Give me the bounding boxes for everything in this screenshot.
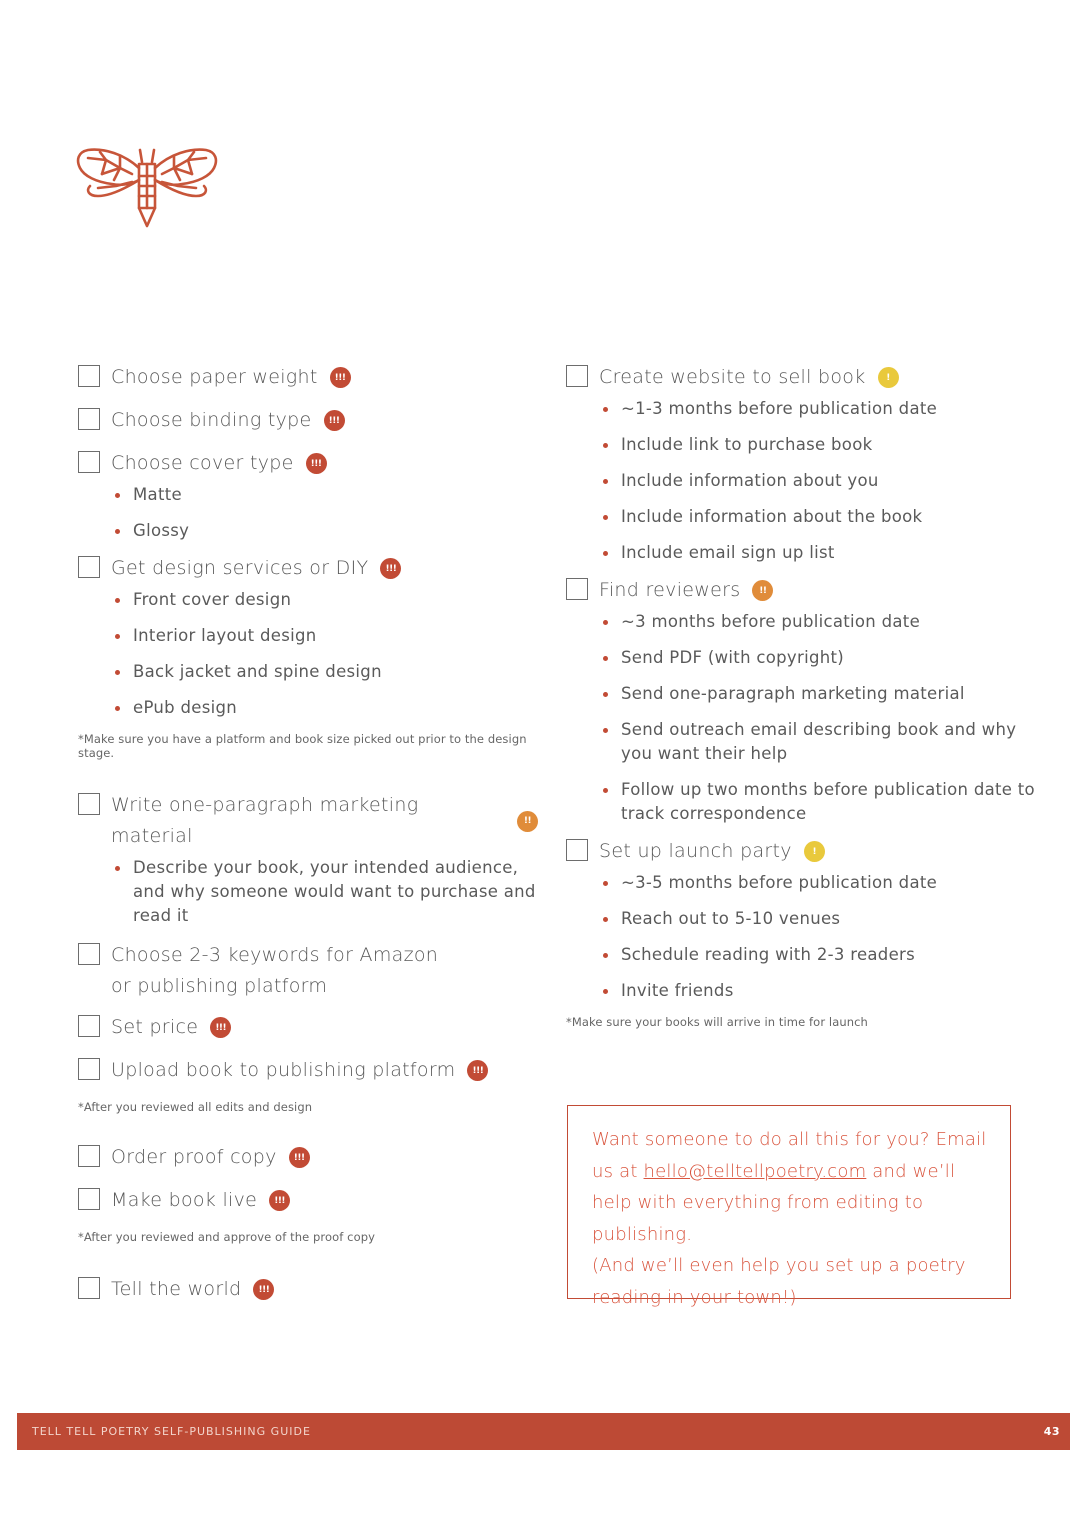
task-label: Make book live	[111, 1189, 258, 1211]
task-label: Tell the world	[111, 1278, 242, 1300]
list-item: Invite friends	[599, 979, 1036, 1003]
task-choose-cover-type	[78, 448, 538, 479]
live-note: *After you reviewed and approve of the proof copy	[78, 1230, 376, 1244]
high-priority-badge: !!!	[380, 558, 401, 579]
moth-pencil-logo	[76, 146, 218, 230]
cta-text-before: Want someone to do all this for you? Email us at	[592, 1129, 987, 1182]
list-item: ePub design	[111, 696, 538, 720]
checkbox[interactable]	[78, 451, 100, 473]
list-item: Matte	[111, 483, 538, 507]
task-find-reviewers	[566, 575, 1036, 606]
task-label: Choose 2-3 keywords for Amazon or publishing platform	[111, 944, 439, 997]
task-label: Set up launch party	[599, 840, 792, 862]
task-choose-binding-type	[78, 405, 538, 436]
task-label: Choose paper weight	[111, 366, 318, 388]
high-priority-badge: !!!	[324, 410, 345, 431]
list-item: Include email sign up list	[599, 541, 1036, 565]
list-item: Interior layout design	[111, 624, 538, 648]
list-item: Glossy	[111, 519, 538, 543]
email-link[interactable]: hello@telltellpoetry.com	[643, 1160, 867, 1182]
cover-options-list	[78, 483, 538, 543]
list-item: ~3-5 months before publication date	[599, 871, 1036, 895]
design-list	[78, 588, 538, 720]
reviewers-list	[566, 610, 1036, 826]
checkbox[interactable]	[78, 1015, 100, 1037]
high-priority-badge: !!!	[253, 1279, 274, 1300]
task-upload-book	[78, 1055, 538, 1086]
checkbox[interactable]	[566, 578, 588, 600]
cta-box	[567, 1105, 1011, 1308]
checkbox[interactable]	[78, 943, 100, 965]
list-item: Send one-paragraph marketing material	[599, 682, 1036, 706]
marketing-list	[78, 856, 538, 928]
footer-bar	[17, 1413, 1070, 1450]
medium-priority-badge: !!	[517, 811, 538, 832]
right-checklist-column	[566, 362, 1036, 1029]
website-list	[566, 397, 1036, 565]
checkbox[interactable]	[566, 839, 588, 861]
high-priority-badge: !!!	[269, 1190, 290, 1211]
cta-text	[592, 1124, 988, 1250]
task-tell-the-world	[78, 1274, 538, 1305]
cta-line2: (And we’ll even help you set up a poetry reading in your town!)	[592, 1255, 966, 1308]
task-label: Upload book to publishing platform	[111, 1059, 456, 1081]
list-item: ~1-3 months before publication date	[599, 397, 1036, 421]
list-item: Describe your book, your intended audience, and why someone would want to purchase and read it	[111, 856, 538, 928]
task-set-up-launch-party	[566, 836, 1036, 867]
checkbox[interactable]	[566, 365, 588, 387]
cta-text-after: and we’ll help with everything from editing to publishing.	[592, 1160, 956, 1245]
high-priority-badge: !!!	[289, 1147, 310, 1168]
task-make-book-live	[78, 1185, 538, 1216]
high-priority-badge: !!!	[210, 1017, 231, 1038]
list-item: Follow up two months before publication date to track correspondence	[599, 778, 1036, 826]
list-item: Reach out to 5-10 venues	[599, 907, 1036, 931]
medium-priority-badge: !!	[752, 580, 773, 601]
list-item: Schedule reading with 2-3 readers	[599, 943, 1036, 967]
list-item: Include link to purchase book	[599, 433, 1036, 457]
high-priority-badge: !!!	[467, 1060, 488, 1081]
task-label: Create website to sell book	[599, 366, 866, 388]
low-priority-badge: !	[878, 367, 899, 388]
task-label: Choose binding type	[111, 409, 312, 431]
list-item: ~3 months before publication date	[599, 610, 1036, 634]
task-choose-paper-weight	[78, 362, 538, 393]
task-set-price	[78, 1012, 538, 1043]
left-checklist-column	[78, 362, 538, 1305]
launch-note: *Make sure your books will arrive in time for launch	[566, 1015, 868, 1029]
checkbox[interactable]	[78, 408, 100, 430]
checkbox[interactable]	[78, 1277, 100, 1299]
checkbox[interactable]	[78, 793, 100, 815]
task-label: Order proof copy	[111, 1146, 277, 1168]
page-number: 43	[1043, 1425, 1060, 1438]
task-write-marketing-material	[78, 790, 538, 852]
task-label: Find reviewers	[599, 579, 741, 601]
high-priority-badge: !!!	[306, 453, 327, 474]
list-item: Front cover design	[111, 588, 538, 612]
task-label: Choose cover type	[111, 452, 294, 474]
task-label: Get design services or DIY	[111, 557, 369, 579]
footer-title: TELL TELL POETRY SELF-PUBLISHING GUIDE	[32, 1425, 311, 1438]
task-choose-keywords	[78, 940, 538, 1002]
design-note: *Make sure you have a platform and book size picked out prior to the design stage.	[78, 732, 527, 760]
list-item: Include information about the book	[599, 505, 1036, 529]
upload-note: *After you reviewed all edits and design	[78, 1100, 313, 1114]
high-priority-badge: !!!	[330, 367, 351, 388]
list-item: Send PDF (with copyright)	[599, 646, 1036, 670]
list-item: Include information about you	[599, 469, 1036, 493]
checkbox[interactable]	[78, 1058, 100, 1080]
launch-list	[566, 871, 1036, 1003]
list-item: Send outreach email describing book and why you want their help	[599, 718, 1036, 766]
checkbox[interactable]	[78, 1188, 100, 1210]
task-create-website	[566, 362, 1036, 393]
task-label: Write one-paragraph marketing material	[111, 794, 419, 847]
checkbox[interactable]	[78, 365, 100, 387]
task-order-proof-copy	[78, 1142, 538, 1173]
low-priority-badge: !	[804, 841, 825, 862]
checkbox[interactable]	[78, 1145, 100, 1167]
task-get-design-services	[78, 553, 538, 584]
list-item: Back jacket and spine design	[111, 660, 538, 684]
task-label: Set price	[111, 1016, 199, 1038]
checkbox[interactable]	[78, 556, 100, 578]
